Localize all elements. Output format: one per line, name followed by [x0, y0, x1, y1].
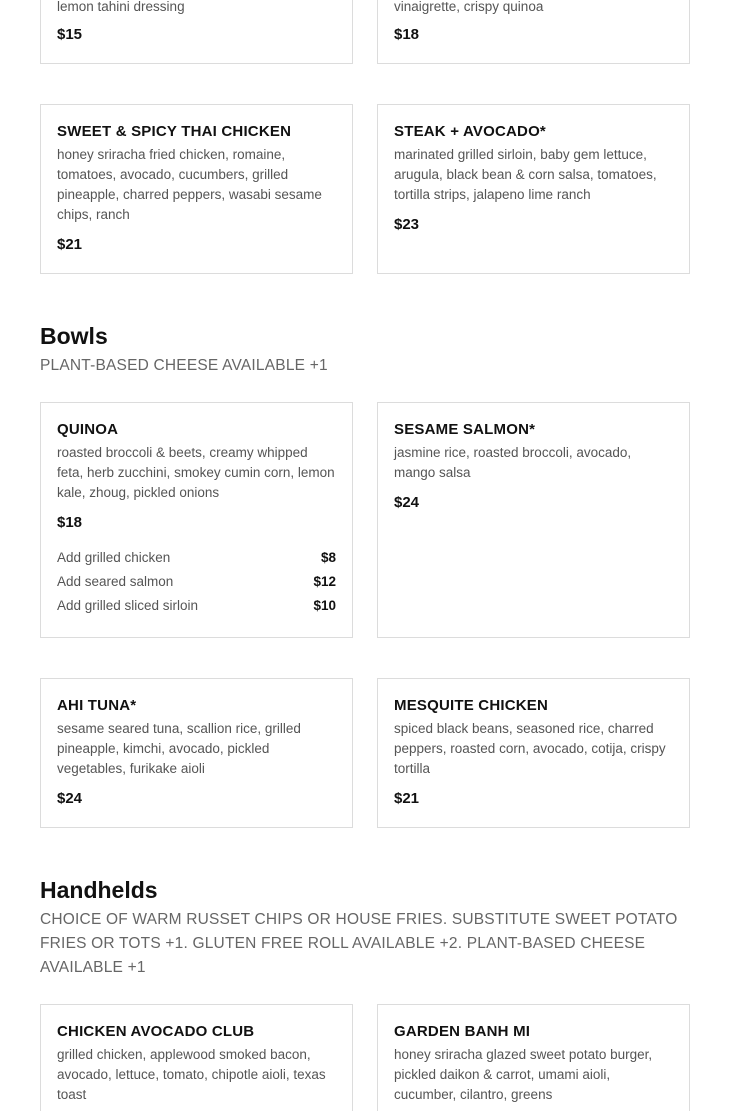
addon-price: $10: [313, 598, 336, 613]
item-description: jasmine rice, roasted broccoli, avocado, mango salsa: [394, 445, 632, 480]
menu-card: [40, 678, 353, 828]
item-title: SWEET & SPICY THAI CHICKEN: [57, 123, 292, 140]
item-title: QUINOA: [57, 421, 119, 438]
section-title-bowls: Bowls: [40, 323, 108, 349]
addon-price: $12: [313, 574, 336, 589]
item-price: $18: [394, 26, 420, 43]
item-description: honey sriracha fried chicken, romaine, tomatoes, avocado, cucumbers, grilled pineapple, charred peppers, wasabi sesame chips, ranch: [57, 147, 322, 222]
menu-card: [40, 104, 353, 274]
menu-card: [377, 678, 690, 828]
item-price: $24: [57, 790, 83, 807]
item-title: AHI TUNA*: [57, 697, 137, 714]
item-description: spiced black beans, seasoned rice, charred peppers, roasted corn, avocado, cotija, crispy tortilla: [394, 721, 666, 776]
addon-row: [57, 574, 336, 589]
item-title: GARDEN BANH MI: [394, 1023, 531, 1040]
item-description: honey sriracha glazed sweet potato burger, pickled daikon & carrot, umami aioli, cucumber, cilantro, greens: [394, 1047, 653, 1102]
item-description: lemon tahini dressing: [57, 0, 185, 14]
item-title: MESQUITE CHICKEN: [394, 697, 549, 714]
item-title: CHICKEN AVOCADO CLUB: [57, 1023, 255, 1040]
item-price: $24: [394, 494, 420, 511]
item-price: $21: [57, 236, 83, 253]
item-description: marinated grilled sirloin, baby gem lettuce, arugula, black bean & corn salsa, tomatoes, tortilla strips, jalapeno lime ranch: [394, 147, 657, 202]
menu-card: [40, 402, 353, 638]
item-description: roasted broccoli & beets, creamy whipped feta, herb zucchini, smokey cumin corn, lemon kale, zhoug, pickled onions: [57, 445, 335, 500]
menu-card: [40, 1004, 353, 1111]
menu-card: [40, 0, 353, 64]
section-note-handhelds: CHOICE OF WARM RUSSET CHIPS OR HOUSE FRIES. SUBSTITUTE SWEET POTATO FRIES OR TOTS +1. GLUTEN FREE ROLL AVAILABLE +2. PLANT-BASED CHEESE AVAILABLE +1: [40, 911, 678, 976]
item-title: STEAK + AVOCADO*: [394, 123, 546, 140]
item-description: grilled chicken, applewood smoked bacon, avocado, lettuce, tomato, chipotle aioli, texas toast: [57, 1047, 326, 1102]
addon-row: [57, 598, 336, 613]
menu-card: [377, 0, 690, 64]
menu-card: [377, 1004, 690, 1111]
item-description: sesame seared tuna, scallion rice, grilled pineapple, kimchi, avocado, pickled vegetables, furikake aioli: [57, 721, 301, 776]
section-note-bowls: PLANT-BASED CHEESE AVAILABLE +1: [40, 357, 328, 374]
item-price: $21: [394, 790, 420, 807]
item-price: $15: [57, 26, 83, 43]
item-description: vinaigrette, crispy quinoa: [394, 0, 544, 14]
menu-card: [377, 402, 690, 638]
item-title: SESAME SALMON*: [394, 421, 536, 438]
addon-label: Add grilled chicken: [57, 550, 171, 565]
section-title-handhelds: Handhelds: [40, 877, 158, 903]
addon-label: Add grilled sliced sirloin: [57, 598, 199, 613]
menu-card: [377, 104, 690, 274]
item-price: $23: [394, 216, 420, 233]
addon-row: [57, 550, 336, 565]
item-price: $18: [57, 514, 83, 531]
addon-price: $8: [320, 550, 336, 565]
addon-label: Add seared salmon: [57, 574, 174, 589]
